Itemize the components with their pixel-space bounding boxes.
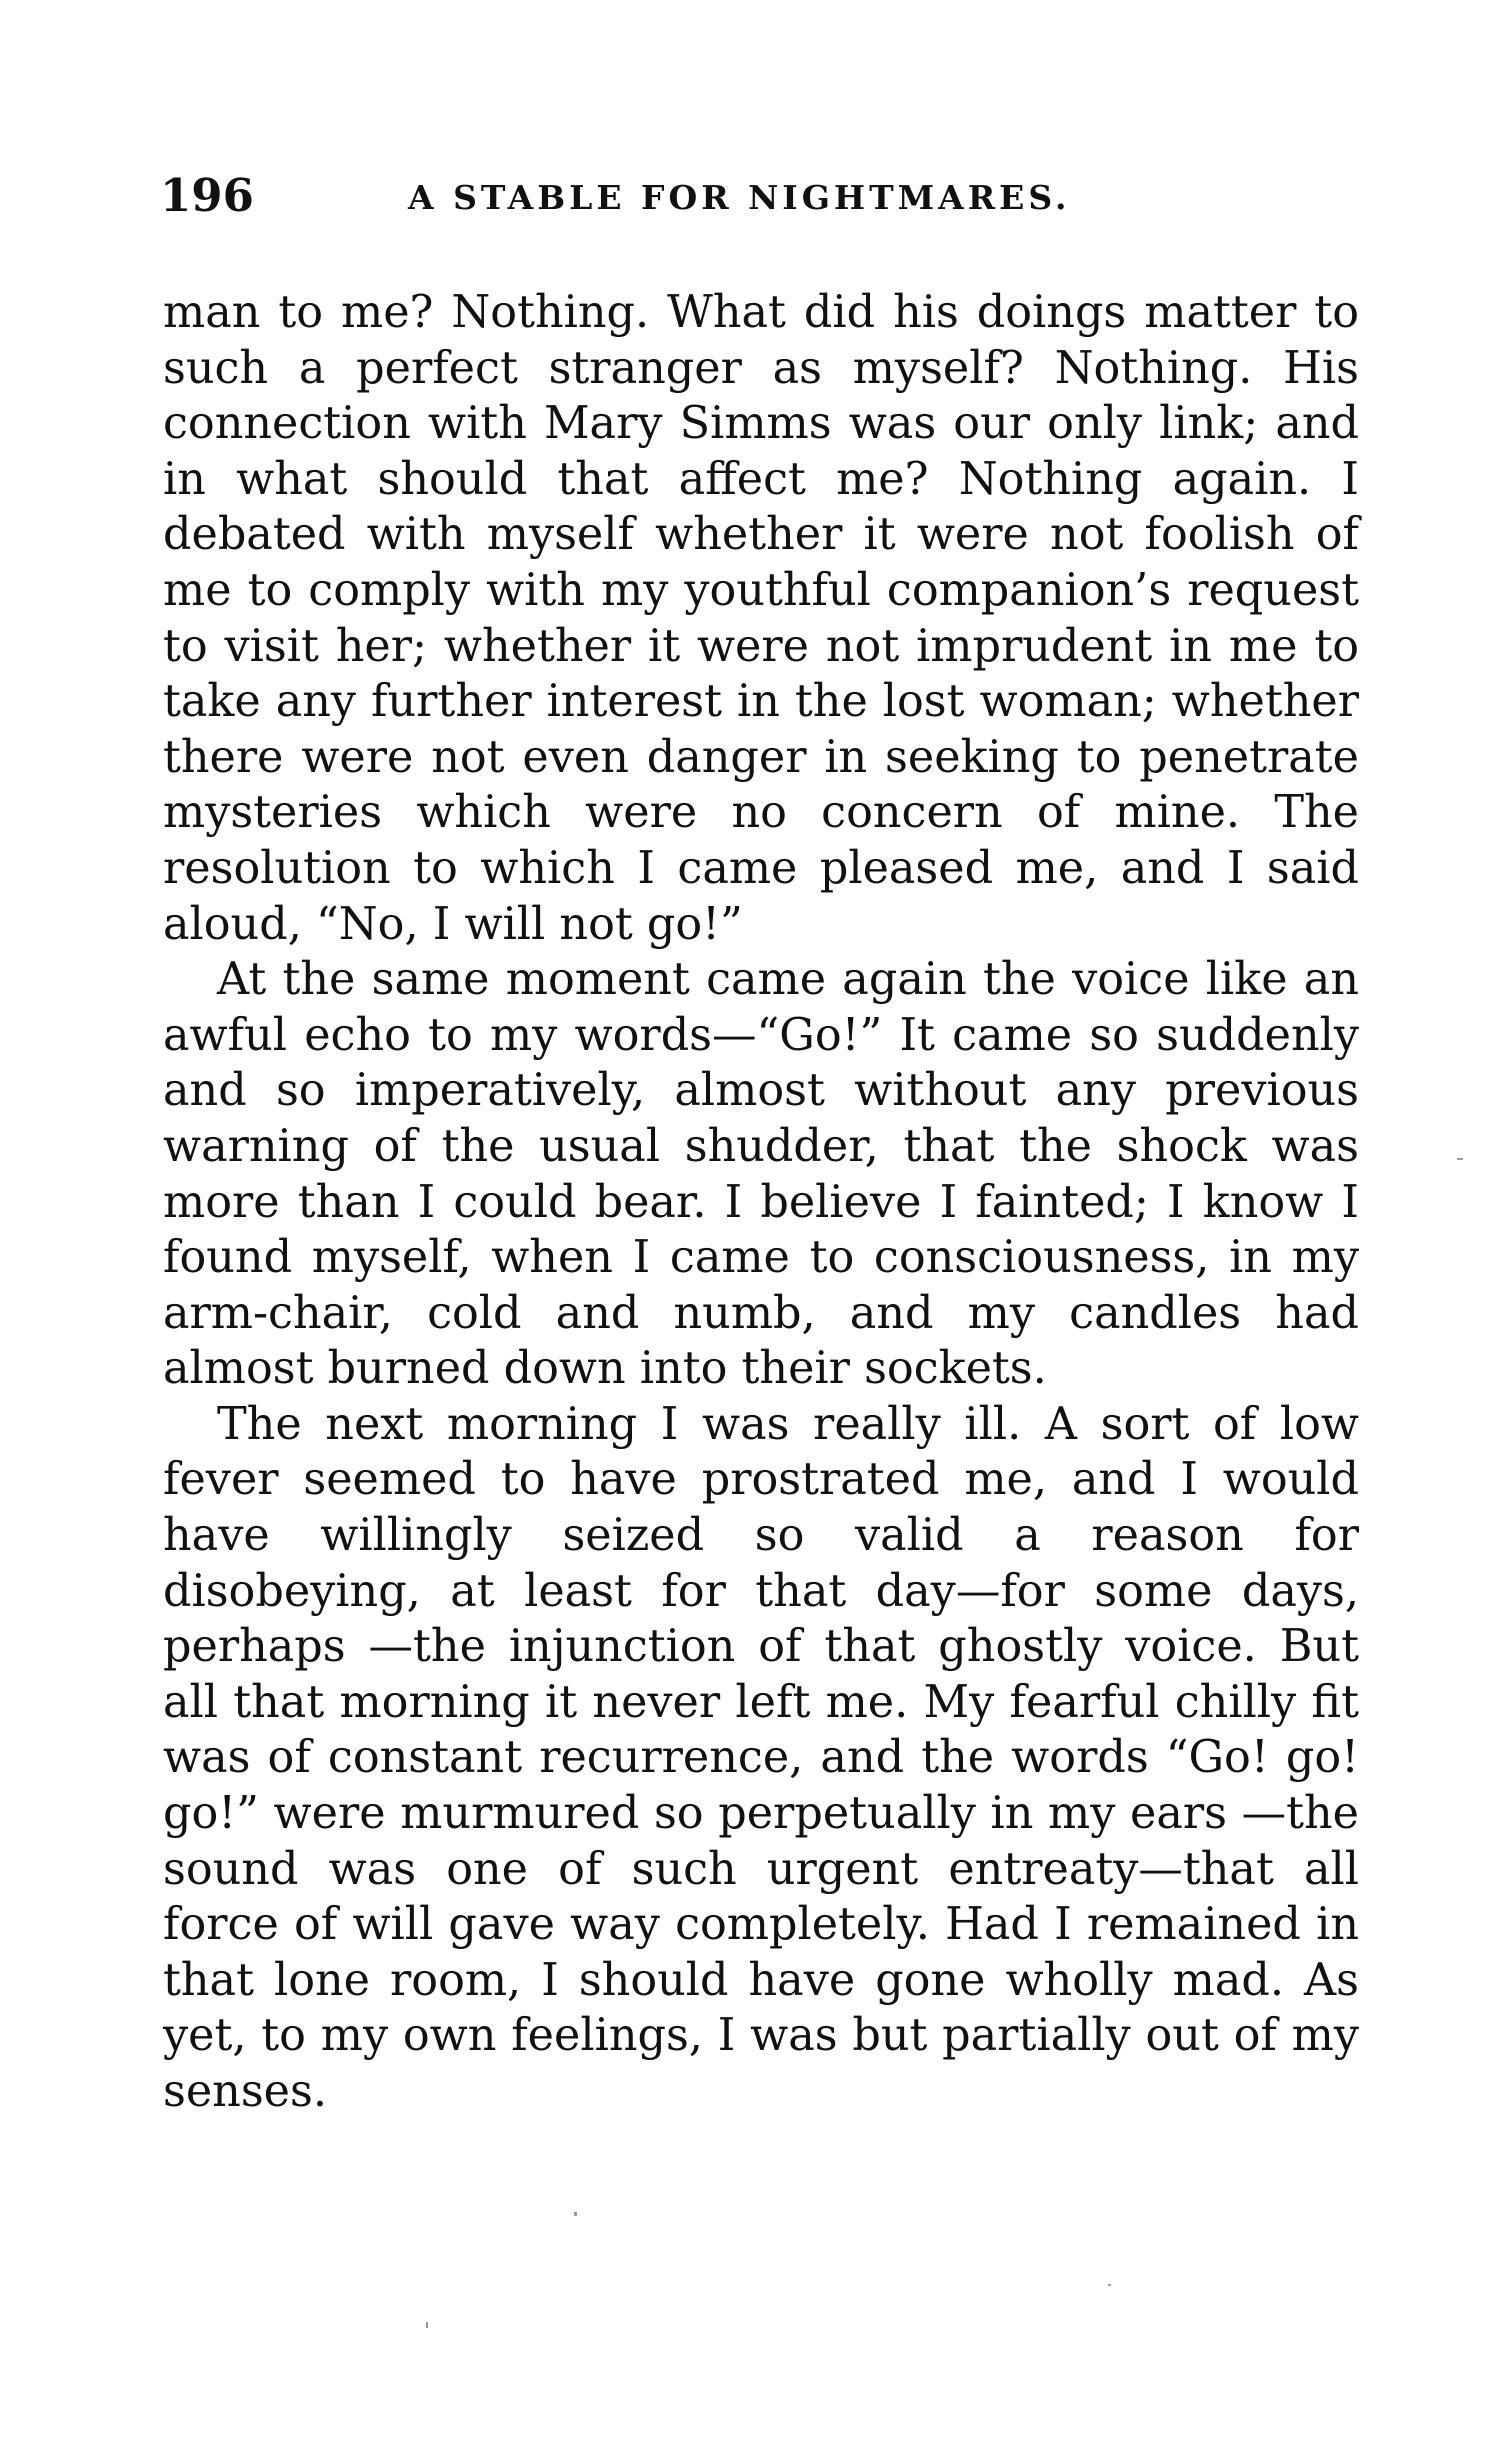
- running-title: A STABLE FOR NIGHTMARES.: [408, 178, 1071, 217]
- scan-speck: [1108, 2284, 1111, 2286]
- scan-speck: [1457, 1158, 1463, 1160]
- paragraph-3: The next morning I was really ill. A sort of low fever seemed to have prostrated me, and I would have willingly seized so valid a reason for disobeying, at least for that day—for some days, perhaps —the injunction of that ghostly voice. But all that morning it never left me. My fearful chilly fit was of constant recurrence, and the words “Go! go! go!” were murmured so perpetually in my ears —the sound was one of such urgent entreaty—that all force of will gave way completely. Had I remained in that lone room, I should have gone wholly mad. As yet, to my own feelings, I was but partially out of my senses.: [163, 1398, 1359, 2117]
- paragraph-1: man to me? Nothing. What did his doings matter to such a perfect stranger as myself? Nothing. His connection with Mary Simms was our only link; and in what should that affect me? Nothing again. I debated with myself whether it were not foolish of me to comply with my youthful companion’s request to visit her; whether it were not imprudent in me to take any further interest in the lost woman; whether there were not even danger in seeking to penetrate mysteries which were no concern of mine. The resolution to which I came pleased me, and I said aloud, “No, I will not go!”: [163, 287, 1359, 950]
- body-text: [163, 285, 1359, 2120]
- paragraph-2: At the same moment came again the voice like an awful echo to my words—“Go!” It came so suddenly and so imperatively, almost without any previous warning of the usual shudder, that the shock was more than I could bear. I believe I fainted; I know I found myself, when I came to consciousness, in my arm-chair, cold and numb, and my candles had almost burned down into their sockets.: [163, 954, 1359, 1395]
- page-number: 196: [160, 169, 254, 222]
- scan-speck: [426, 2322, 428, 2328]
- running-header: [160, 166, 1350, 226]
- scan-speck: [574, 2212, 577, 2216]
